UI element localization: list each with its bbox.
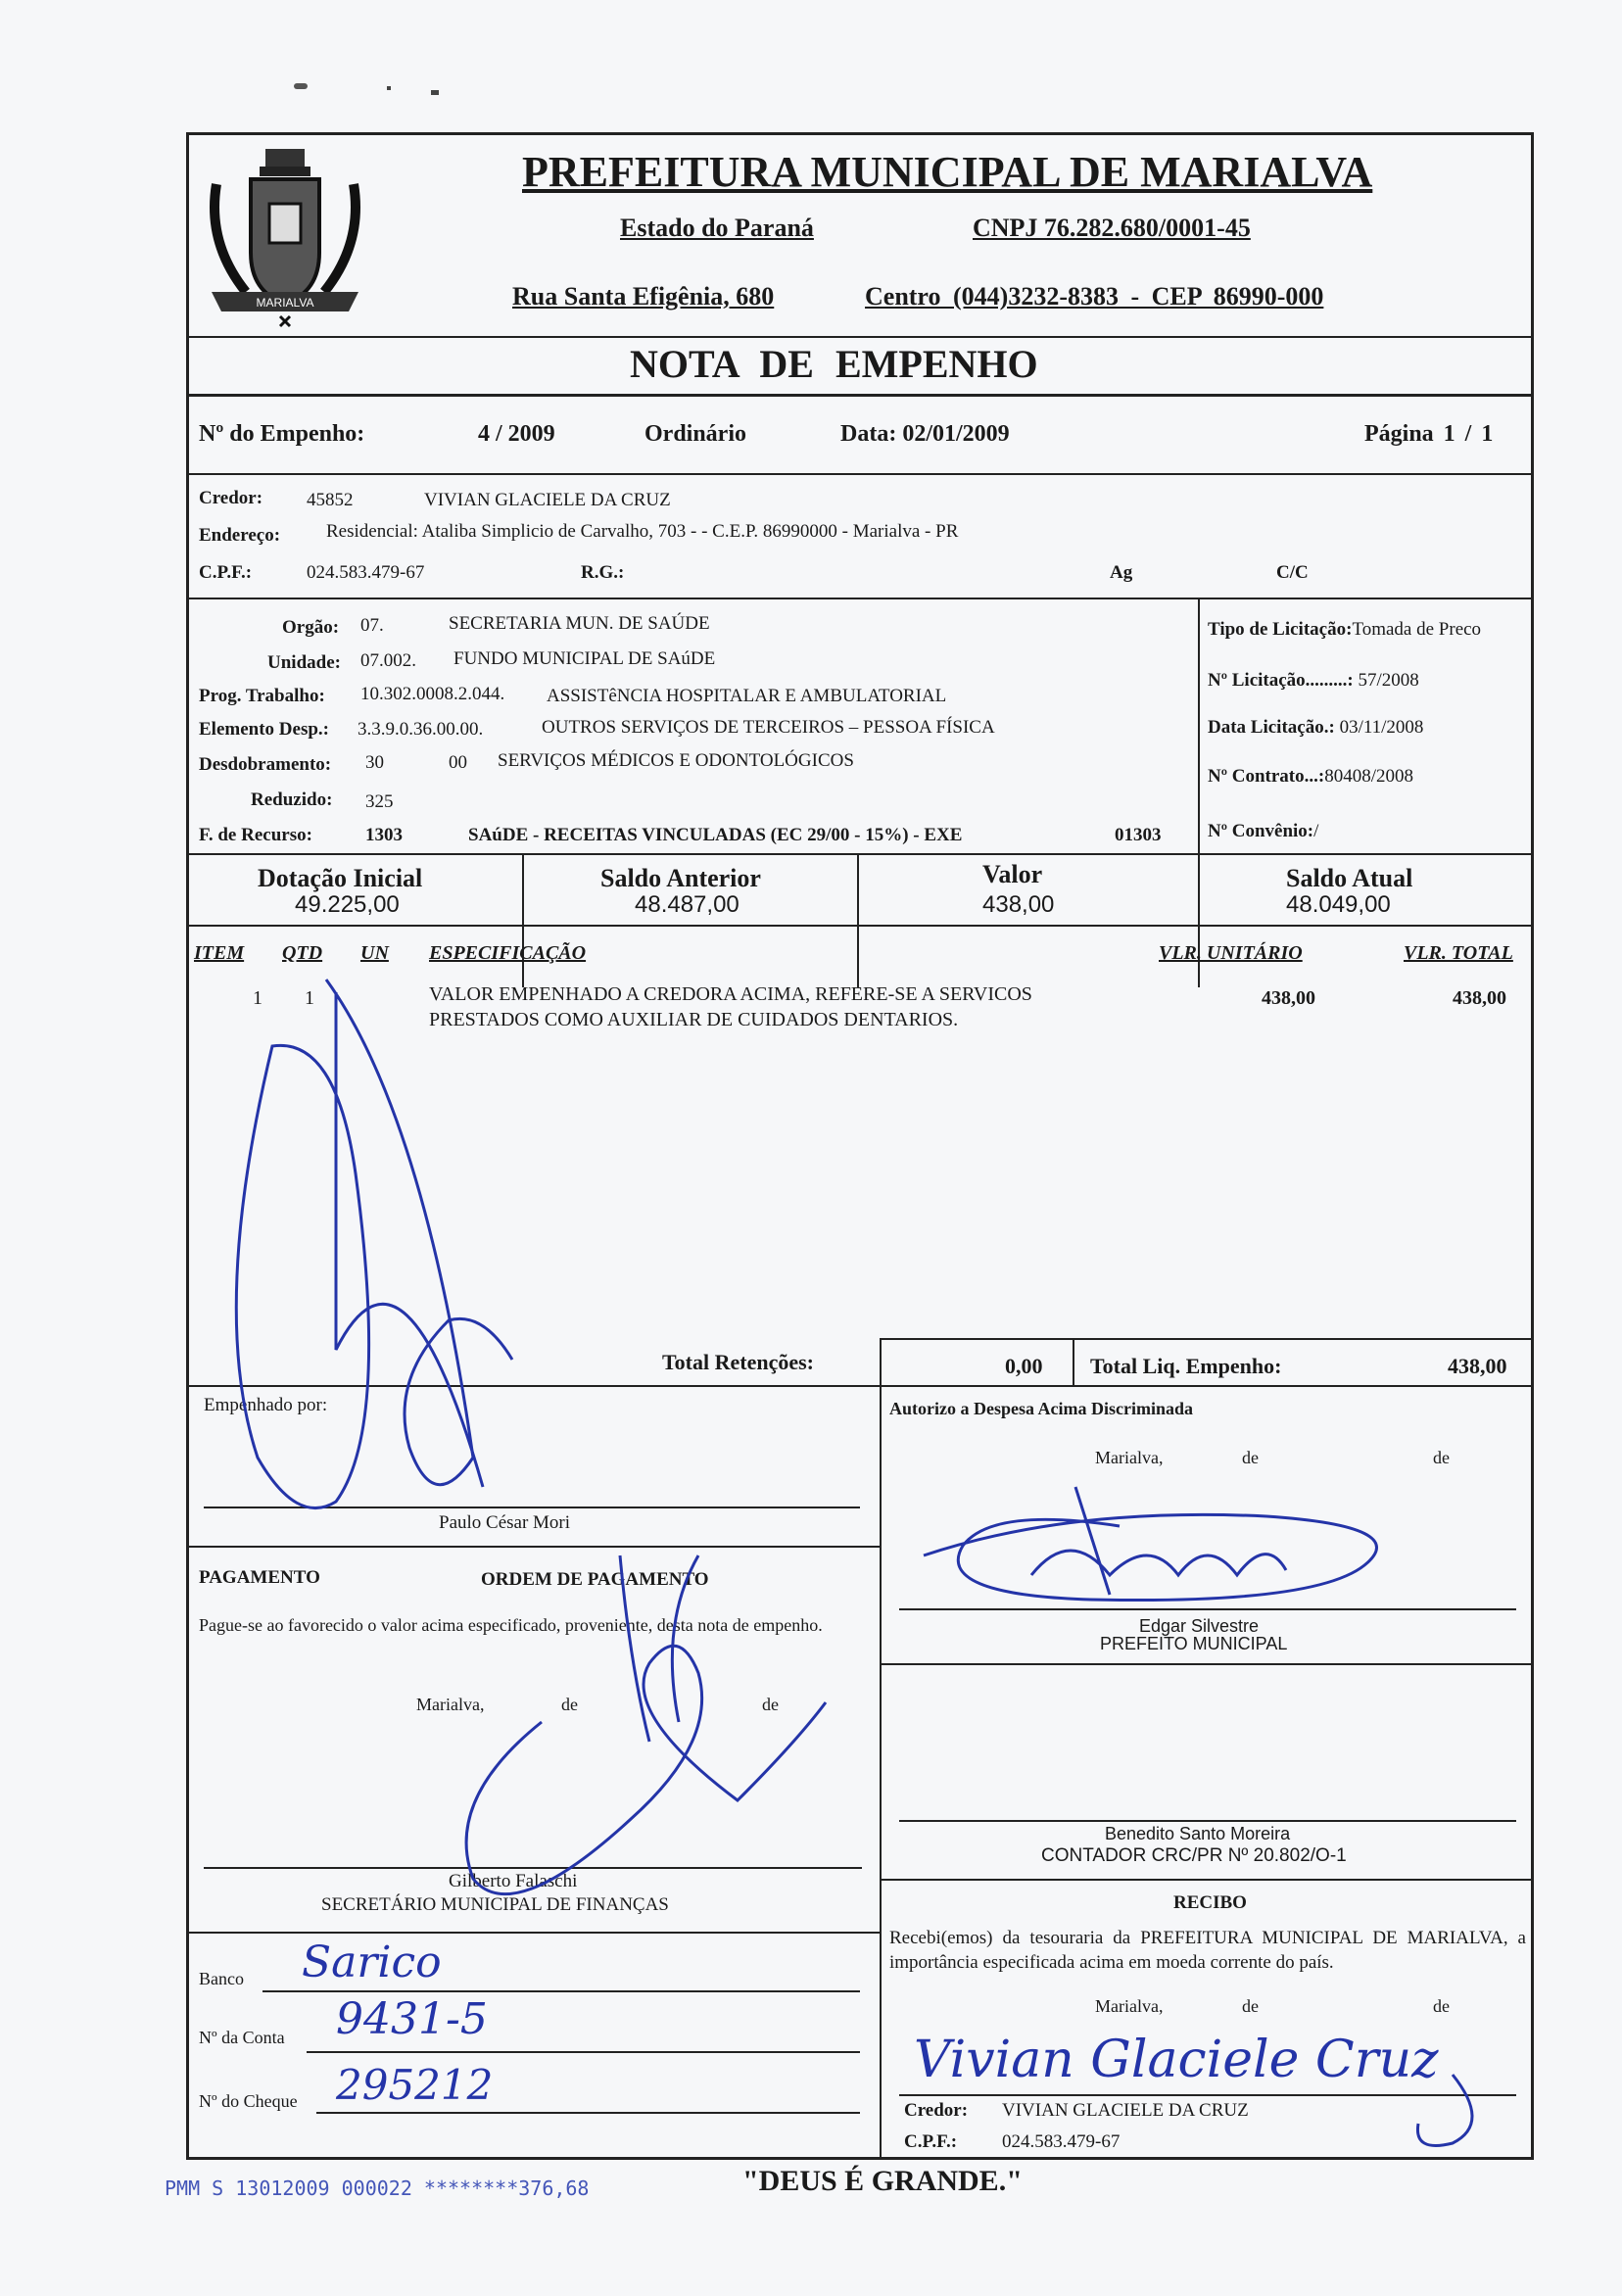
prog-name: ASSISTêNCIA HOSPITALAR E AMBULATORIAL xyxy=(547,686,947,706)
conta-value: 9431-5 xyxy=(336,1994,488,2044)
reduzido-value: 325 xyxy=(365,791,394,812)
cashier-stamp: PMM S 13012009 000022 ********376,68 xyxy=(165,2176,590,2200)
col-qtd: QTD xyxy=(282,942,323,964)
unidade-name: FUNDO MUNICIPAL DE SAúDE xyxy=(453,648,716,669)
financas-signature-stroke xyxy=(672,1555,698,1722)
empenho-label: Nº do Empenho: xyxy=(199,421,365,447)
scan-speck xyxy=(431,90,439,95)
reduzido-label: Reduzido: xyxy=(251,789,333,810)
item-spec-line2: PRESTADOS COMO AUXILIAR DE CUIDADOS DENTARIOS. xyxy=(429,1009,959,1030)
autorizo-de1: de xyxy=(1242,1448,1259,1467)
page-title: PREFEITURA MUNICIPAL DE MARIALVA xyxy=(522,148,1373,196)
pagamento-role: SECRETÁRIO MUNICIPAL DE FINANÇAS xyxy=(321,1894,669,1915)
desdobramento-b: 00 xyxy=(449,752,467,773)
empenhado-label: Empenhado por: xyxy=(204,1395,328,1415)
licitacao-convenio-label: Nº Convênio: xyxy=(1208,821,1314,841)
pagamento-signer: Gilberto Falaschi xyxy=(449,1871,578,1891)
retencoes-value: 0,00 xyxy=(1005,1354,1043,1378)
recibo-text: Recebi(emos) da tesouraria da PREFEITURA MUNICIPAL DE MARIALVA, a importância especificada acima em moeda corrente do país. xyxy=(889,1928,1526,1973)
autorizo-title: Autorizo a Despesa Acima Discriminada xyxy=(889,1399,1193,1418)
recibo-credor-label: Credor: xyxy=(904,2100,969,2121)
autorizo-signer: Edgar Silvestre xyxy=(1139,1616,1260,1636)
autorizo-role: PREFEITO MUNICIPAL xyxy=(1100,1634,1288,1653)
desdobramento-label: Desdobramento: xyxy=(199,754,332,775)
banco-value: Sarico xyxy=(302,1937,442,1987)
prefeito-signature xyxy=(924,1514,1377,1600)
autorizo-city: Marialva, xyxy=(1095,1448,1164,1467)
pagamento-de1: de xyxy=(561,1695,578,1714)
recibo-de1: de xyxy=(1242,1996,1259,2016)
prog-label: Prog. Trabalho: xyxy=(199,686,325,706)
valor-label: Valor xyxy=(982,860,1043,888)
pagamento-city: Marialva, xyxy=(416,1695,485,1714)
dotacao-value: 49.225,00 xyxy=(295,891,400,918)
contador-signer: Benedito Santo Moreira xyxy=(1105,1824,1291,1843)
nota-de-empenho-form xyxy=(186,132,1534,2160)
financas-signature xyxy=(466,1646,826,1893)
coat-ribbon-text: MARIALVA xyxy=(256,296,314,310)
recibo-cpf: 024.583.479-67 xyxy=(1002,2131,1121,2152)
col-item: ITEM xyxy=(194,942,245,964)
licitacao-contrato-label: Nº Contrato...: xyxy=(1208,766,1325,787)
col-total-value: VLR. TOTAL xyxy=(1404,942,1513,964)
elemento-name: OUTROS SERVIÇOS DE TERCEIROS – PESSOA FÍSICA xyxy=(542,717,995,738)
orgao-code: 07. xyxy=(360,615,384,636)
document-title: NOTA DE EMPENHO xyxy=(630,342,1038,386)
unidade-code: 07.002. xyxy=(360,650,416,671)
empenhado-signature-stroke xyxy=(336,992,483,1487)
state-label: Estado do Paraná xyxy=(620,214,814,242)
saldo-atual-value: 48.049,00 xyxy=(1286,891,1391,918)
saldo-atual-label: Saldo Atual xyxy=(1286,864,1413,892)
item-number: 1 xyxy=(253,987,262,1009)
recibo-de2: de xyxy=(1433,1996,1450,2016)
col-un: UN xyxy=(360,942,389,964)
licitacao-contrato-value: 80408/2008 xyxy=(1324,766,1413,787)
pagamento-title: ORDEM DE PAGAMENTO xyxy=(481,1569,709,1590)
credor-address: Residencial: Ataliba Simplicio de Carvalho, 703 - - C.E.P. 86990000 - Marialva - PR xyxy=(326,521,959,542)
recurso-code: 1303 xyxy=(365,825,403,845)
elemento-code: 3.3.9.0.36.00.00. xyxy=(358,719,484,740)
empenho-date: Data: 02/01/2009 xyxy=(840,421,1010,447)
prefeito-signature-stroke xyxy=(1031,1551,1286,1575)
address-street: Rua Santa Efigênia, 680 xyxy=(512,282,775,311)
item-unit-value: 438,00 xyxy=(1262,987,1315,1009)
empenho-type: Ordinário xyxy=(644,421,747,447)
prog-code: 10.302.0008.2.044. xyxy=(360,684,505,704)
col-spec: ESPECIFICAÇÃO xyxy=(429,942,587,964)
dotacao-label: Dotação Inicial xyxy=(258,864,423,892)
empenhado-signature-stroke xyxy=(326,980,512,1485)
licitacao-tipo-label: Tipo de Licitação: xyxy=(1208,619,1353,640)
pagamento-label: PAGAMENTO xyxy=(199,1567,320,1588)
page-number: Página 1 / 1 xyxy=(1364,421,1494,447)
total-liquido-label: Total Liq. Empenho: xyxy=(1090,1354,1282,1378)
cc-label: C/C xyxy=(1276,562,1309,583)
licitacao-numero-label: Nº Licitação.........: xyxy=(1208,670,1354,691)
item-total-value: 438,00 xyxy=(1453,987,1506,1009)
credor-cpf: 024.583.479-67 xyxy=(307,562,425,583)
credor-label: Credor: xyxy=(199,488,263,508)
empenhado-signature-loop xyxy=(236,1045,368,1507)
orgao-label: Orgão: xyxy=(282,617,340,638)
retencoes-label: Total Retenções: xyxy=(662,1350,814,1374)
rg-label: R.G.: xyxy=(581,562,625,583)
prefeito-signature-stroke xyxy=(1075,1487,1110,1595)
saldo-anterior-label: Saldo Anterior xyxy=(600,864,761,892)
contador-role: CONTADOR CRC/PR Nº 20.802/O-1 xyxy=(1041,1845,1347,1866)
desdobramento-a: 30 xyxy=(365,752,384,773)
recibo-signature-tail xyxy=(1417,2075,1472,2146)
recibo-credor-name: VIVIAN GLACIELE DA CRUZ xyxy=(1002,2100,1249,2121)
cheque-value: 295212 xyxy=(336,2061,494,2109)
licitacao-convenio-value: / xyxy=(1313,821,1319,841)
valor-value: 438,00 xyxy=(982,891,1055,918)
scan-speck xyxy=(294,83,308,89)
cheque-label: Nº do Cheque xyxy=(199,2091,298,2111)
ag-label: Ag xyxy=(1110,562,1133,583)
item-qty: 1 xyxy=(305,987,314,1009)
recibo-signature: Vivian Glaciele Cruz xyxy=(914,2031,1439,2089)
credor-code: 45852 xyxy=(307,490,354,510)
footer-motto: "DEUS É GRANDE." xyxy=(742,2165,1023,2197)
address-district: Centro (044)3232-8383 - CEP 86990-000 xyxy=(865,282,1324,311)
cpf-label: C.P.F.: xyxy=(199,562,253,583)
pagamento-text: Pague-se ao favorecido o valor acima especificado, proveniente, desta nota de empenho. xyxy=(199,1615,823,1635)
recibo-cpf-label: C.P.F.: xyxy=(904,2131,958,2152)
credor-name: VIVIAN GLACIELE DA CRUZ xyxy=(424,490,671,510)
financas-signature-stroke xyxy=(620,1555,649,1742)
desdobramento-name: SERVIÇOS MÉDICOS E ODONTOLÓGICOS xyxy=(498,750,854,771)
pagamento-de2: de xyxy=(762,1695,779,1714)
endereco-label: Endereço: xyxy=(199,525,281,546)
cnpj-label: CNPJ 76.282.680/0001-45 xyxy=(973,214,1251,242)
saldo-anterior-value: 48.487,00 xyxy=(635,891,739,918)
recibo-city: Marialva, xyxy=(1095,1996,1164,2016)
signature-strokes xyxy=(189,135,1531,2158)
scan-speck xyxy=(387,86,391,90)
recibo-title: RECIBO xyxy=(1173,1892,1247,1913)
orgao-name: SECRETARIA MUN. DE SAÚDE xyxy=(449,613,710,634)
licitacao-data-label: Data Licitação.: xyxy=(1208,717,1335,738)
recurso-name: SAúDE - RECEITAS VINCULADAS (EC 29/00 - 15%) - EXE xyxy=(468,825,963,845)
licitacao-numero-value: 57/2008 xyxy=(1358,670,1419,691)
conta-label: Nº da Conta xyxy=(199,2028,285,2047)
unidade-label: Unidade: xyxy=(267,652,341,673)
licitacao-data-value: 03/11/2008 xyxy=(1339,717,1424,738)
recurso-number: 01303 xyxy=(1115,825,1162,845)
licitacao-tipo-value: Tomada de Preco xyxy=(1352,619,1482,640)
autorizo-de2: de xyxy=(1433,1448,1450,1467)
banco-label: Banco xyxy=(199,1969,244,1988)
elemento-label: Elemento Desp.: xyxy=(199,719,329,740)
recurso-label: F. de Recurso: xyxy=(199,825,312,845)
empenhado-signer: Paulo César Mori xyxy=(439,1512,571,1533)
col-unit-value: VLR. UNITÁRIO xyxy=(1159,942,1303,964)
item-spec-line1: VALOR EMPENHADO A CREDORA ACIMA, REFERE-SE A SERVICOS xyxy=(429,983,1032,1005)
empenho-number: 4 / 2009 xyxy=(478,421,555,447)
total-liquido-value: 438,00 xyxy=(1448,1354,1507,1378)
